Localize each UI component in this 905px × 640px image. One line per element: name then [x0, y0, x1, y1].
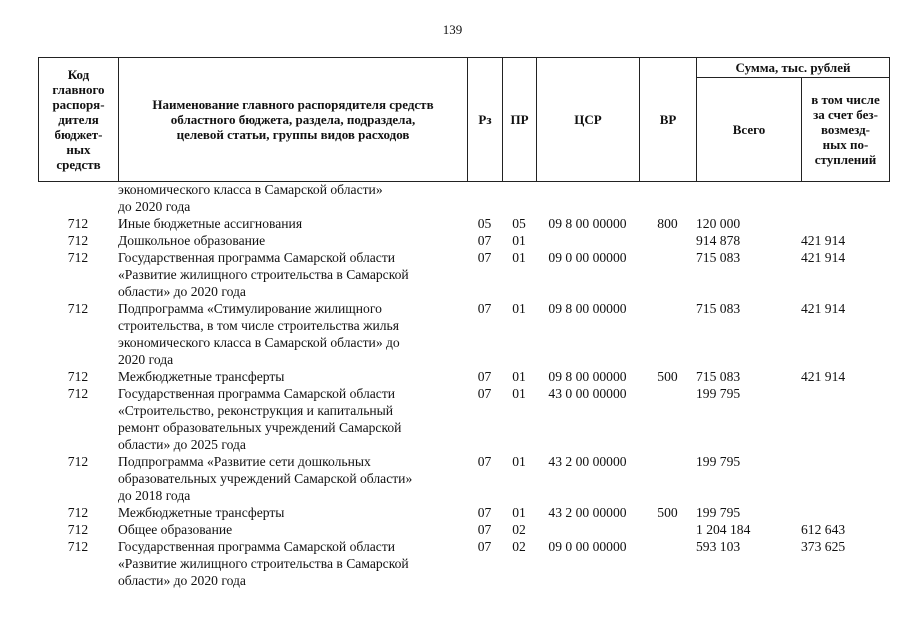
- cell-csr: 43 2 00 00000: [548, 505, 627, 520]
- header-gratis: в том числе за счет без- возмезд- ных по- ступлений: [802, 78, 890, 182]
- cell-csr: 43 2 00 00000: [548, 454, 627, 469]
- cell-vr: [639, 385, 696, 453]
- name-line: экономического класса в Самарской области» до: [118, 335, 400, 350]
- cell-rz: 07: [477, 539, 492, 554]
- table-row: [38, 453, 889, 504]
- header-total: Всего: [697, 78, 802, 182]
- table-row: [38, 300, 889, 368]
- cell-csr: [536, 232, 639, 249]
- cell-rz: 07: [477, 505, 492, 520]
- name-line: Подпрограмма «Стимулирование жилищного: [118, 301, 382, 316]
- table-row: [38, 538, 889, 589]
- name-line: Государственная программа Самарской области: [118, 539, 396, 554]
- name-line: 2020 года: [118, 352, 174, 367]
- cell-name: [118, 521, 467, 538]
- cell-pr: 02: [512, 539, 526, 554]
- cell-csr: [536, 181, 639, 215]
- cell-rz: 07: [477, 233, 492, 248]
- name-line: Дошкольное образование: [118, 233, 266, 248]
- name-line: Иные бюджетные ассигнования: [118, 216, 303, 231]
- cell-csr: [536, 521, 639, 538]
- cell-pr: 02: [512, 522, 526, 537]
- cell-total: 715 083: [696, 369, 741, 384]
- cell-csr: 09 8 00 00000: [548, 301, 627, 316]
- cell-name: [118, 504, 467, 521]
- cell-name: [118, 215, 467, 232]
- cell-name: [118, 538, 467, 589]
- cell-code: 712: [67, 505, 89, 520]
- table-row: [38, 232, 889, 249]
- cell-vr: [639, 232, 696, 249]
- cell-pr: 01: [512, 301, 526, 316]
- cell-gratis: 612 643: [801, 522, 846, 537]
- header-code: Код главного распоря- дителя бюджет- ных средств: [39, 58, 119, 182]
- header-sum-title: Сумма, тыс. рублей: [697, 58, 890, 78]
- cell-code: [38, 181, 118, 215]
- cell-pr: [502, 181, 536, 215]
- cell-code: 712: [67, 301, 89, 316]
- cell-vr: [639, 181, 696, 215]
- table-row: [38, 181, 889, 215]
- cell-gratis: [801, 181, 889, 215]
- cell-pr: 01: [512, 233, 526, 248]
- cell-total: 914 878: [696, 233, 741, 248]
- table-row: [38, 521, 889, 538]
- cell-pr: 05: [512, 216, 526, 231]
- cell-total: 1 204 184: [696, 522, 751, 537]
- cell-total: 199 795: [696, 454, 741, 469]
- cell-gratis: [801, 504, 889, 521]
- table-row: [38, 249, 889, 300]
- cell-gratis: 421 914: [801, 301, 846, 316]
- cell-name: [118, 249, 467, 300]
- table-row: [38, 215, 889, 232]
- cell-rz: 07: [477, 522, 492, 537]
- name-line: Государственная программа Самарской области: [118, 386, 396, 401]
- name-line: области» до 2020 года: [118, 573, 246, 588]
- cell-csr: 43 0 00 00000: [548, 386, 627, 401]
- cell-total: 120 000: [696, 216, 741, 231]
- cell-code: 712: [67, 386, 89, 401]
- cell-code: 712: [67, 233, 89, 248]
- cell-name: [118, 232, 467, 249]
- table-row: [38, 504, 889, 521]
- cell-vr: 500: [657, 369, 678, 384]
- cell-gratis: [801, 453, 889, 504]
- header-vr: ВР: [640, 58, 697, 182]
- cell-gratis: [801, 385, 889, 453]
- cell-vr: 500: [657, 505, 678, 520]
- name-line: «Развитие жилищного строительства в Самарской: [118, 556, 409, 571]
- cell-rz: 07: [477, 454, 492, 469]
- cell-pr: 01: [512, 369, 526, 384]
- cell-csr: 09 0 00 00000: [548, 539, 627, 554]
- cell-pr: 01: [512, 505, 526, 520]
- header-name: Наименование главного распорядителя средств областного бюджета, раздела, подраздела, целевой статьи, группы видов расходов: [119, 58, 468, 182]
- cell-code: 712: [67, 454, 89, 469]
- name-line: строительства, в том числе строительства жилья: [118, 318, 400, 333]
- cell-csr: 09 8 00 00000: [548, 216, 627, 231]
- cell-rz: 07: [477, 250, 492, 265]
- name-line: Государственная программа Самарской области: [118, 250, 396, 265]
- name-line: Общее образование: [118, 522, 233, 537]
- budget-table: [38, 181, 889, 589]
- cell-rz: 05: [477, 216, 492, 231]
- name-line: до 2020 года: [118, 199, 191, 214]
- cell-name: [118, 368, 467, 385]
- cell-name: [118, 300, 467, 368]
- header-csr: ЦСР: [537, 58, 640, 182]
- name-line: области» до 2020 года: [118, 284, 246, 299]
- cell-gratis: 421 914: [801, 233, 846, 248]
- cell-csr: 09 8 00 00000: [548, 369, 627, 384]
- cell-code: 712: [67, 216, 89, 231]
- cell-rz: 07: [477, 369, 492, 384]
- cell-vr: [639, 453, 696, 504]
- cell-csr: 09 0 00 00000: [548, 250, 627, 265]
- name-line: экономического класса в Самарской области»: [118, 182, 383, 197]
- header-rz: Рз: [468, 58, 503, 182]
- cell-gratis: [801, 215, 889, 232]
- name-line: Подпрограмма «Развитие сети дошкольных: [118, 454, 371, 469]
- header-pr: ПР: [503, 58, 537, 182]
- name-line: области» до 2025 года: [118, 437, 246, 452]
- name-line: «Развитие жилищного строительства в Самарской: [118, 267, 409, 282]
- cell-code: 712: [67, 539, 89, 554]
- cell-pr: 01: [512, 386, 526, 401]
- table-header: [38, 57, 890, 182]
- cell-gratis: 421 914: [801, 250, 846, 265]
- cell-code: 712: [67, 250, 89, 265]
- cell-pr: 01: [512, 250, 526, 265]
- name-line: «Строительство, реконструкция и капитальный: [118, 403, 394, 418]
- table-row: [38, 385, 889, 453]
- cell-name: [118, 385, 467, 453]
- cell-total: 199 795: [696, 386, 741, 401]
- table-row: [38, 368, 889, 385]
- cell-gratis: 421 914: [801, 369, 846, 384]
- cell-rz: [467, 181, 502, 215]
- cell-total: 715 083: [696, 250, 741, 265]
- name-line: Межбюджетные трансферты: [118, 505, 285, 520]
- cell-name: [118, 181, 467, 215]
- name-line: до 2018 года: [118, 488, 191, 503]
- cell-gratis: 373 625: [801, 539, 846, 554]
- name-line: Межбюджетные трансферты: [118, 369, 285, 384]
- cell-name: [118, 453, 467, 504]
- cell-total: 715 083: [696, 301, 741, 316]
- cell-total: [696, 181, 801, 215]
- cell-rz: 07: [477, 386, 492, 401]
- cell-total: 593 103: [696, 539, 741, 554]
- name-line: образовательных учреждений Самарской области»: [118, 471, 413, 486]
- cell-vr: 800: [657, 216, 678, 231]
- cell-pr: 01: [512, 454, 526, 469]
- cell-code: 712: [67, 369, 89, 384]
- cell-vr: [639, 300, 696, 368]
- cell-vr: [639, 521, 696, 538]
- cell-vr: [639, 538, 696, 589]
- cell-total: 199 795: [696, 505, 741, 520]
- name-line: ремонт образовательных учреждений Самарской: [118, 420, 402, 435]
- page-number: 139: [442, 22, 463, 37]
- cell-rz: 07: [477, 301, 492, 316]
- cell-vr: [639, 249, 696, 300]
- cell-code: 712: [67, 522, 89, 537]
